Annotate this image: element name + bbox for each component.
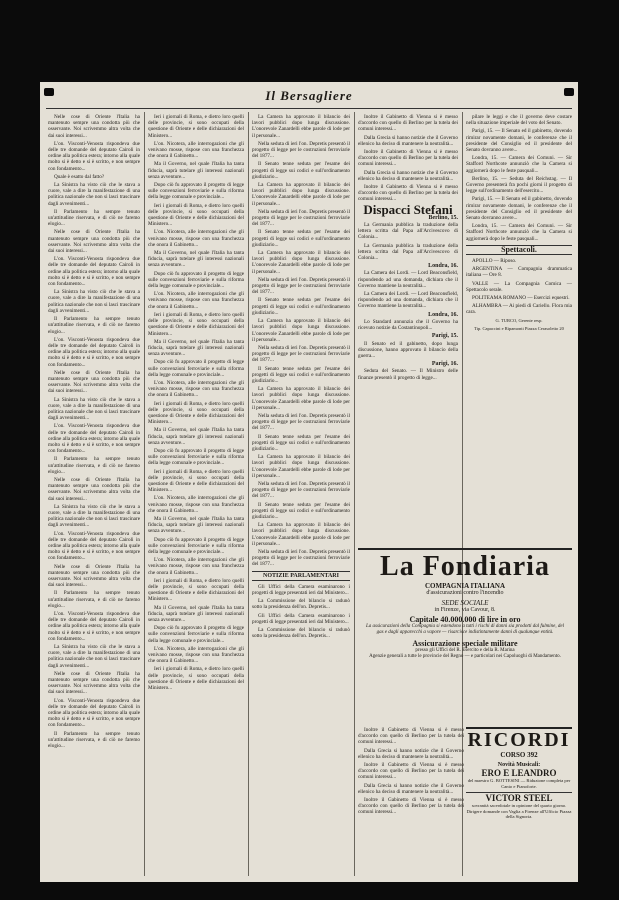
paragraph: Ma il Governo, nel quale l'Italia ha tanta fiducia, saprà tutelare gli interessi nazionali senza avventure... [148, 161, 244, 180]
paragraph: L'on. Nicotera, alle interrogazioni che gli venivano mosse, rispose con una franchezza che onora il Gabinetto... [148, 557, 244, 576]
paragraph: La Commissione del bilancio si radunò sotto la presidenza dell'on. Depretis... [252, 598, 350, 611]
paragraph: Il Parlamento ha sempre tenuto un'attitudine riservata, e di ciò ne faremo elogio... [48, 730, 140, 750]
paragraph: Ieri i giornali di Roma, e dietro loro quelli delle provincie, si sono occupati della questione di Oriente e delle dichiarazioni del Ministero... [148, 202, 244, 228]
paragraph: L'on. Visconti-Venosta rispondeva due delle tre domande del deputato Cairoli in ordine alla politica estera; intorno alla quale molto si è detto e si è scritto, e non sempre con fondamento... [48, 336, 140, 368]
ricordi-opera-note: del maestro G. BOTTESINI — Riduzione completa per Canto e Pianoforte. [467, 778, 571, 789]
paragraph: Inoltre il Gabinetto di Vienna si è messo d'accordo con quello di Berlino per la tutela dei comuni interessi... [358, 184, 458, 203]
fondiaria-sede-label: SEDE SOCIALE [441, 599, 489, 607]
paragraph: Nella seduta di ieri l'on. Depretis presentò il progetto di legge per le costruzioni ferroviarie del 1877... [252, 208, 350, 228]
paragraph: La Sinistra ha visto ciò che le stava a cuore, vale a dire la manifestazione di una politica nazionale che non si lasci trascinare dagli avvenimenti... [48, 182, 140, 207]
fondiaria-description: La assicurazioni della Compagnia si estendono a tutti i rischi di danni sia prodotti dal fulmine, del gas e dagli apparecchi a vapore — risarcisce indistintamente danni di qualunque entità. [365, 624, 564, 635]
paragraph: Ma il Governo, nel quale l'Italia ha tanta fiducia, saprà tutelare gli interessi nazionali senza avventure... [148, 604, 244, 624]
paragraph: Il Senato tenne seduta per l'esame dei progetti di legge sui codici e sull'ordinamento giudiziario... [252, 161, 350, 180]
dispacci-stefani-heading: Dispacci Stefani [363, 201, 453, 217]
newspaper-page [40, 82, 578, 882]
paragraph: La Sinistra ha visto ciò che le stava a cuore, vale a dire la manifestazione di una politica nazionale che non si lasci trascinare dagli avvenimenti... [48, 644, 140, 669]
spettacolo-item: POLITEAMA ROMANO — Esercizi equestri. [472, 295, 570, 302]
column-1 [48, 114, 140, 874]
paragraph: Gli Uffici della Camera esaminarono i progetti di legge presentati ieri dal Ministero... [252, 612, 350, 625]
dispatch-text: La Camera dei Lordi. — Lord Beaconsfield, rispondendo ad una domanda, dichiara che il Governo mantiene la neutralità... [358, 291, 458, 310]
masthead: Il Bersagliere [265, 88, 353, 103]
ricordi-novita: Novità Musicali: [497, 762, 541, 768]
paragraph: Nella seduta di ieri l'on. Depretis presentò il progetto di legge per le costruzioni ferroviarie del 1877... [252, 549, 350, 568]
paragraph: La Sinistra ha visto ciò che le stava a cuore, vale a dire la manifestazione di una politica nazionale che non si lasci trascinare dagli avvenimenti... [48, 396, 140, 422]
ricordi-advertisement [466, 727, 572, 879]
paragraph: Ma il Governo, nel quale l'Italia ha tanta fiducia, saprà tutelare gli interessi nazionali senza avventure... [148, 250, 244, 269]
paragraph: La Commissione del bilancio si radunò sotto la presidenza dell'on. Depretis... [252, 627, 350, 640]
paragraph: Nelle cose di Oriente l'Italia ha mantenuto sempre una condotta più che osservante. Noi scrivemmo altra volta che dai suoi interessi... [48, 369, 140, 395]
notizie-parlamentari-heading: NOTIZIE PARLAMENTARI [252, 571, 350, 581]
paragraph: Dalla Grecia si hanno notizie che il Governo ellenico ha deciso di mantenere la neutralità... [358, 782, 464, 795]
dispatch-text: La Germania pubblica la traduzione della lettera scritta dal Papa all'Arcivescovo di Colonia... [358, 242, 458, 262]
paragraph: Ma il Governo, nel quale l'Italia ha tanta fiducia, saprà tutelare gli interessi nazionali senza avventure... [148, 515, 244, 535]
paragraph: Gli Uffici della Camera esaminarono i progetti di legge presentati ieri dal Ministero... [252, 583, 350, 597]
spettacolo-item: APOLLO — Riposo. [472, 258, 517, 265]
paragraph: L'on. Nicotera, alle interrogazioni che gli venivano mosse, rispose con una franchezza che onora il Gabinetto... [148, 229, 244, 248]
paragraph: L'on. Nicotera, alle interrogazioni che gli venivano mosse, rispose con una franchezza che onora il Gabinetto... [148, 140, 244, 160]
paragraph: La Camera ha approvato il bilancio dei lavori pubblici dopo lunga discussione. L'onorevole Zanardelli ebbe parole di lode per il personale... [252, 454, 350, 479]
paragraph: Dopo ciò fu approvato il progetto di legge sulle convenzioni ferroviarie e sulla riforma della legge comunale e provinciale... [148, 359, 244, 378]
paragraph: Quale è esatto dal fatto? [54, 173, 105, 180]
paragraph: Il Senato tenne seduta per l'esame dei progetti di legge sui codici e sull'ordinamento giudiziario... [252, 229, 350, 248]
victor-steel-note: sovranità sacerdotale in opinione del quarto giorno. Dirigere domande con Vaglia a Firenze all'Ufficio Piazza della Signoria. [466, 803, 572, 820]
ricordi-opera: ERO E LEANDRO [481, 768, 557, 778]
paragraph: La Camera ha approvato il bilancio dei lavori pubblici dopo lunga discussione. L'onorevole Zanardelli ebbe parole di lode per il personale... [252, 386, 350, 411]
paragraph: Nella seduta di ieri l'on. Depretis presentò il progetto di legge per le costruzioni ferroviarie del 1877... [252, 412, 350, 432]
paragraph: Berlino, 15. — Seduta del Reichstag. — Il Governo presenterà fra pochi giorni il progetto di legge sull'ordinamento dell'esercito... [466, 175, 572, 195]
paragraph: Dopo ciò fu approvato il progetto di legge sulle convenzioni ferroviarie e sulla riforma della legge comunale e provinciale... [148, 447, 244, 467]
paragraph: Parigi, 15. — Il Senato ed il gabinetto, dovendo rimirar novamente domani, le conferenze che il presidente del Consiglio ed il presidente del Senato dovranno avere... [466, 128, 572, 154]
paragraph: Dopo ciò fu approvato il progetto di legge sulle convenzioni ferroviarie e sulla riforma della legge comunale e provinciale... [148, 182, 244, 201]
paragraph: Il Senato tenne seduta per l'esame dei progetti di legge sui codici e sull'ordinamento giudiziario... [252, 501, 350, 520]
dispatch-text: Seduta del Senato. — Il Ministro delle finanze presentò il progetto di legge... [358, 368, 458, 381]
paragraph: Dalla Grecia si hanno notizie che il Governo ellenico ha deciso di mantenere la neutralità... [358, 747, 464, 760]
spettacolo-item: VALLE — La Compagnia Comica — Spettacolo serale. [466, 280, 572, 293]
column-4-continuation [358, 727, 464, 877]
paragraph: Il Parlamento ha sempre tenuto un'attitudine riservata, e di ciò ne faremo elogio... [48, 208, 140, 228]
paragraph: L'on. Nicotera, alle interrogazioni che gli venivano mosse, rispose con una franchezza che onora il Gabinetto... [148, 291, 244, 310]
fondiaria-agents: Agenzie generali a tutte le provincie del Regno — e particolari nei Capoluoghi di Mandamento. [369, 654, 561, 659]
paragraph: Ieri i giornali di Roma, e dietro loro quelli delle provincie, si sono occupati della questione di Oriente e delle dichiarazioni del Ministero... [148, 468, 244, 494]
paragraph: Nelle cose di Oriente l'Italia ha mantenuto sempre una condotta più che osservante. Noi scrivemmo altra volta che dai suoi interessi... [48, 563, 140, 589]
paragraph: L'on. Visconti-Venosta rispondeva due delle tre domande del deputato Cairoli in ordine alla politica estera; intorno alla quale molto si è detto e si è scritto, e non sempre con fondamento... [48, 140, 140, 172]
dispatch-text: Il Senato ed il gabinetto, dopo lunga discussione, hanno approvato il bilancio della guerra... [358, 340, 458, 359]
dispatch-dateline: Londra, 16. [428, 311, 458, 318]
paragraph: pilare le leggi e che il governo deve costare nella situazione imperiale del voto del Senato. [466, 114, 572, 127]
dispatch-dateline: Londra, 16. [428, 263, 458, 270]
paragraph: Il Parlamento ha sempre tenuto un'attitudine riservata, e di ciò ne faremo elogio... [48, 456, 140, 475]
column-rule [144, 112, 145, 876]
fondiaria-section-title: Assicurazione speciale militare [412, 639, 518, 648]
fondiaria-tagline: d'assicurazioni contro l'incendio [426, 590, 504, 596]
paragraph: L'on. Visconti-Venosta rispondeva due delle tre domande del deputato Cairoli in ordine alla politica estera; intorno alla quale molto si è detto e si è scritto, e non sempre con fondamento... [48, 611, 140, 642]
ricordi-name: RICORDI [467, 729, 571, 751]
paragraph: Dalla Grecia si hanno notizie che il Governo ellenico ha deciso di mantenere la neutralità... [358, 134, 458, 147]
dispatch-text: Lo Standard annunzia che il Governo ha ricevuto notizie da Costantinopoli... [358, 318, 458, 332]
fondiaria-subtitle: COMPAGNIA ITALIANA [424, 582, 506, 590]
paragraph: Inoltre il Gabinetto di Vienna si è messo d'accordo con quello di Berlino per la tutela dei comuni interessi... [358, 727, 464, 746]
paragraph: Ieri i giornali di Roma, e dietro loro quelli delle provincie, si sono occupati della questione di Oriente e delle dichiarazioni del Ministero... [148, 311, 244, 337]
column-4 [358, 114, 458, 544]
paragraph: Nella seduta di ieri l'on. Depretis presentò il progetto di legge per le costruzioni ferroviarie del 1877... [252, 344, 350, 364]
paragraph: La Camera ha approvato il bilancio dei lavori pubblici dopo lunga discussione. L'onorevole Zanardelli ebbe parole di lode per il personale... [252, 114, 350, 139]
column-2 [148, 114, 244, 874]
fondiaria-advertisement [358, 548, 572, 728]
paragraph: La Sinistra ha visto ciò che le stava a cuore, vale a dire la manifestazione di una politica nazionale che non si lasci trascinare dagli avvenimenti... [48, 503, 140, 529]
paragraph: Ma il Governo, nel quale l'Italia ha tanta fiducia, saprà tutelare gli interessi nazionali senza avventure... [148, 427, 244, 446]
paragraph: Nelle cose di Oriente l'Italia ha mantenuto sempre una condotta più che osservante. Noi scrivemmo altra volta che dai suoi interessi... [48, 670, 140, 696]
ricordi-address: CORSO 392 [500, 751, 538, 759]
paragraph: Il Senato tenne seduta per l'esame dei progetti di legge sui codici e sull'ordinamento giudiziario... [252, 433, 350, 452]
paragraph: Dopo ciò fu approvato il progetto di legge sulle convenzioni ferroviarie e sulla riforma della legge comunale e provinciale... [148, 625, 244, 644]
spettacolo-item: ARGENTINA — Compagnia drammatica italiana — Ore 8. [466, 266, 572, 279]
paragraph: L'on. Visconti-Venosta rispondeva due delle tre domande del deputato Cairoli in ordine alla politica estera; intorno alla quale molto si è detto e si è scritto, e non sempre con fondamento... [48, 423, 140, 455]
dispatch-dateline: Parigi, 16. [431, 361, 458, 368]
dispatch-dateline: Berlino, 15. [428, 214, 458, 221]
paragraph: Il Senato tenne seduta per l'esame dei progetti di legge sui codici e sull'ordinamento giudiziario... [252, 365, 350, 384]
paragraph: La Camera ha approvato il bilancio dei lavori pubblici dopo lunga discussione. L'onorevole Zanardelli ebbe parole di lode per il personale... [252, 522, 350, 547]
paragraph: Dalla Grecia si hanno notizie che il Governo ellenico ha deciso di mantenere la neutralità... [358, 169, 458, 182]
paragraph: Il Parlamento ha sempre tenuto un'attitudine riservata, e di ciò ne faremo elogio... [48, 316, 140, 335]
paragraph: Nella seduta di ieri l'on. Depretis presentò il progetto di legge per le costruzioni ferroviarie del 1877... [252, 140, 350, 160]
paragraph: L'on. Visconti-Venosta rispondeva due delle tre domande del deputato Cairoli in ordine alla politica estera; intorno alla quale molto si è detto e si è scritto, e non sempre con fondamento... [48, 256, 140, 288]
paragraph: Ieri i giornali di Roma, e dietro loro quelli delle provincie, si sono occupati della questione di Oriente e delle dichiarazioni del Ministero... [148, 666, 244, 692]
paragraph: Nelle cose di Oriente l'Italia ha mantenuto sempre una condotta più che osservante. Noi scrivemmo altra volta che dai suoi interessi... [48, 476, 140, 502]
paragraph: Ieri i giornali di Roma, e dietro loro quelli delle provincie, si sono occupati della questione di Oriente e delle dichiarazioni del Ministero... [148, 114, 244, 139]
paragraph: L'on. Visconti-Venosta rispondeva due delle tre domande del deputato Cairoli in ordine alla politica estera; intorno alla quale molto si è detto e si è scritto, e non sempre con fondamento... [48, 530, 140, 562]
paragraph: Inoltre il Gabinetto di Vienna si è messo d'accordo con quello di Berlino per la tutela dei comuni interessi... [358, 797, 464, 816]
paragraph: Dopo ciò fu approvato il progetto di legge sulle convenzioni ferroviarie e sulla riforma della legge comunale e provinciale... [148, 536, 244, 555]
spettacolo-item: ALHAMBRA — Ai piedi di Cariello. Flora mia cara. [466, 303, 572, 316]
paragraph: Nelle cose di Oriente l'Italia ha mantenuto sempre una condotta più che osservante. Noi scrivemmo altra volta che dai suoi interessi... [48, 229, 140, 255]
paragraph: Dopo ciò fu approvato il progetto di legge sulle convenzioni ferroviarie e sulla riforma della legge comunale e provinciale... [148, 270, 244, 290]
paragraph: Ieri i giornali di Roma, e dietro loro quelli delle provincie, si sono occupati della questione di Oriente e delle dichiarazioni del Ministero... [148, 577, 244, 603]
paragraph: Il Parlamento ha sempre tenuto un'attitudine riservata, e di ciò ne faremo elogio... [48, 590, 140, 609]
paragraph: Inoltre il Gabinetto di Vienna si è messo d'accordo con quello di Berlino per la tutela dei comuni interessi... [358, 114, 458, 133]
paragraph: L'on. Nicotera, alle interrogazioni che gli venivano mosse, rispose con una franchezza che onora il Gabinetto... [148, 495, 244, 514]
column-5 [466, 114, 572, 544]
printer-line: Tip. Capaccini e Ripamonti Piazza Cerasoletto 20 [474, 325, 564, 331]
paragraph: Nella seduta di ieri l'on. Depretis presentò il progetto di legge per le costruzioni ferroviarie del 1877... [252, 480, 350, 500]
paragraph: Inoltre il Gabinetto di Vienna si è messo d'accordo con quello di Berlino per la tutela dei comuni interessi... [358, 762, 464, 781]
victor-steel-heading: VICTOR STEEL [466, 792, 572, 803]
fondiaria-address: in Firenze, via Cavour, 8. [434, 607, 496, 613]
paragraph: Nella seduta di ieri l'on. Depretis presentò il progetto di legge per le costruzioni ferroviarie del 1877... [252, 276, 350, 296]
paragraph: La Sinistra ha visto ciò che le stava a cuore, vale a dire la manifestazione di una politica nazionale che non si lasci trascinare dagli avvenimenti... [48, 289, 140, 314]
fondiaria-capital: Capitale 40.000.000 di lire in oro [409, 615, 521, 624]
paragraph: Ma il Governo, nel quale l'Italia ha tanta fiducia, saprà tutelare gli interessi nazionali senza avventure... [148, 338, 244, 358]
paragraph: Ieri i giornali di Roma, e dietro loro quelli delle provincie, si sono occupati della questione di Oriente e delle dichiarazioni del Ministero... [148, 400, 244, 426]
paragraph: L'on. Nicotera, alle interrogazioni che gli venivano mosse, rispose con una franchezza che onora il Gabinetto... [148, 379, 244, 399]
paragraph: Parigi, 15. — Il Senato ed il gabinetto, dovendo rimirar novamente domani, le conferenze che il presidente del Consiglio ed il presidente del Senato dovranno avere... [466, 196, 572, 222]
column-3 [252, 114, 350, 874]
paragraph: La Camera ha approvato il bilancio dei lavori pubblici dopo lunga discussione. L'onorevole Zanardelli ebbe parole di lode per il personale... [252, 182, 350, 207]
dispatch-dateline: Parigi, 15. [431, 333, 458, 340]
paragraph: Inoltre il Gabinetto di Vienna si è messo d'accordo con quello di Berlino per la tutela dei comuni interessi... [358, 149, 458, 168]
paragraph: Nelle cose di Oriente l'Italia ha mantenuto sempre una condotta più che osservante. Noi scrivemmo altra volta che dai suoi interessi... [48, 114, 140, 139]
paragraph: La Camera ha approvato il bilancio dei lavori pubblici dopo lunga discussione. L'onorevole Zanardelli ebbe parole di lode per il personale... [252, 250, 350, 275]
column-rule [248, 112, 249, 876]
paragraph: Londra, 15. — Camera dei Comuni. — Sir Stafford Northcote annunziò che la Camera si aggiornerà dopo le feste pasquali... [466, 155, 572, 174]
column-rule [354, 112, 355, 876]
dispatch-text: La Camera dei Lordi. — Lord Beaconsfield, rispondendo ad una domanda, dichiara che il Governo mantiene la neutralità... [358, 270, 458, 289]
gerente-line: G. TURCO, Gerente resp. [495, 317, 543, 323]
paragraph: Londra, 15. — Camera dei Comuni. — Sir Stafford Northcote annunziò che la Camera si aggiornerà dopo le feste pasquali... [466, 223, 572, 242]
masthead-rule [46, 108, 572, 109]
fondiaria-title: La Fondiaria [380, 551, 550, 582]
paragraph: L'on. Visconti-Venosta rispondeva due delle tre domande del deputato Cairoli in ordine alla politica estera; intorno alla quale molto si è detto e si è scritto, e non sempre con fondamento... [48, 697, 140, 729]
paragraph: L'on. Nicotera, alle interrogazioni che gli venivano mosse, rispose con una franchezza che onora il Gabinetto... [148, 645, 244, 665]
paragraph: La Camera ha approvato il bilancio dei lavori pubblici dopo lunga discussione. L'onorevole Zanardelli ebbe parole di lode per il personale... [252, 318, 350, 343]
paragraph: Il Senato tenne seduta per l'esame dei progetti di legge sui codici e sull'ordinamento giudiziario... [252, 297, 350, 316]
dispatch-text: La Germania pubblica la traduzione della lettera scritta dal Papa all'Arcivescovo di Colonia... [358, 222, 458, 241]
spettacoli-heading: Spettacoli. [466, 245, 572, 255]
fondiaria-section-sub: presso gli Uffici del R. Esercito e della R. Marina [415, 648, 515, 653]
